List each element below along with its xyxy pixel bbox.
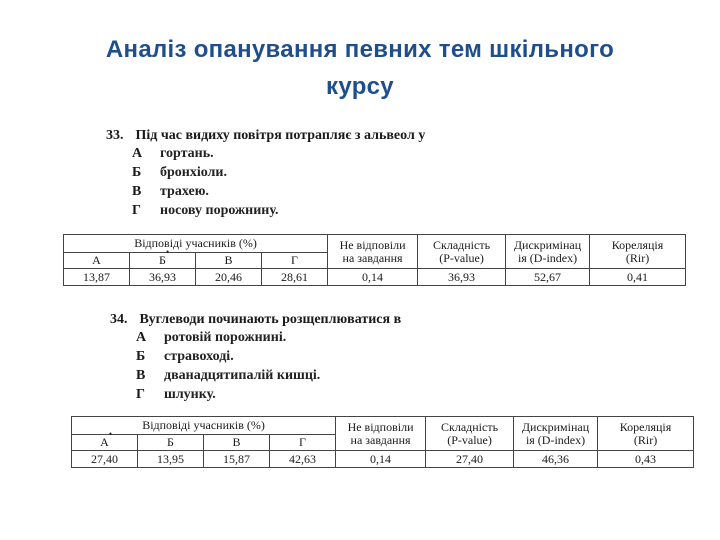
question-number: 34. — [110, 312, 128, 327]
answer-percent: 28,61 — [262, 269, 328, 286]
answer-percent: 20,46 — [196, 269, 262, 286]
stats-table-34 — [71, 416, 694, 468]
correlation-header: Кореляція (Rir) — [598, 417, 694, 451]
answer-letter: Г — [262, 253, 328, 269]
question-text: Під час видиху повітря потрапляє з альвеол у — [135, 128, 426, 143]
correlation-value: 0,41 — [590, 269, 686, 286]
answer-option: Г шлунку. — [136, 387, 216, 402]
answer-option: В дванадцятипалій кишці. — [136, 368, 321, 383]
difficulty-header: Складність (P-value) — [418, 235, 506, 269]
discrimination-header: Дискримінац ія (D-index) — [514, 417, 598, 451]
difficulty-value: 36,93 — [418, 269, 506, 286]
stats-table-33 — [63, 234, 686, 286]
no-answer-value: 0,14 — [336, 451, 426, 468]
no-answer-header: Не відповіли на завдання — [336, 417, 426, 451]
correlation-value: 0,43 — [598, 451, 694, 468]
answer-option: А гортань. — [132, 146, 214, 161]
difficulty-value: 27,40 — [426, 451, 514, 468]
answers-group-header: Відповіді учасників (%) — [72, 417, 336, 435]
answer-letter: В — [196, 253, 262, 269]
no-answer-header: Не відповіли на завдання — [328, 235, 418, 269]
slide-title-line2: курсу — [326, 73, 394, 100]
slide-title-line1: Аналіз опанування певних тем шкільного — [105, 36, 615, 63]
answers-group-header: Відповіді учасників (%) — [64, 235, 328, 253]
answer-percent: 13,95 — [138, 451, 204, 468]
answer-letter: Г — [270, 435, 336, 451]
answer-percent: 13,87 — [64, 269, 130, 286]
correlation-header: Кореляція (Rir) — [590, 235, 686, 269]
question-stem — [106, 128, 425, 144]
answer-letter: Б — [138, 435, 204, 451]
question-text: Вуглеводи починають розщеплюватися в — [139, 312, 402, 327]
answer-letter: А — [64, 253, 130, 269]
answer-option: А ротовій порожнині. — [136, 330, 287, 345]
discrimination-value: 46,36 — [514, 451, 598, 468]
discrimination-value: 52,67 — [506, 269, 590, 286]
answer-option: Б бронхіоли. — [132, 165, 227, 180]
answer-percent: 36,93 — [130, 269, 196, 286]
question-33 — [106, 128, 425, 220]
discrimination-header: Дискримінац ія (D-index) — [506, 235, 590, 269]
answer-percent: 42,63 — [270, 451, 336, 468]
answer-option: В трахею. — [132, 184, 209, 199]
answer-letter: В — [204, 435, 270, 451]
answer-option: Б стравоході. — [136, 349, 234, 364]
no-answer-value: 0,14 — [328, 269, 418, 286]
answer-letter-correct: Б • — [130, 253, 196, 269]
answer-percent: 27,40 — [72, 451, 138, 468]
question-stem — [110, 312, 401, 328]
question-34 — [110, 312, 401, 404]
difficulty-header: Складність (P-value) — [426, 417, 514, 451]
answer-percent: 15,87 — [204, 451, 270, 468]
question-number: 33. — [106, 128, 124, 143]
answer-letter-correct: А • — [72, 435, 138, 451]
answer-option: Г носову порожнину. — [132, 203, 279, 218]
